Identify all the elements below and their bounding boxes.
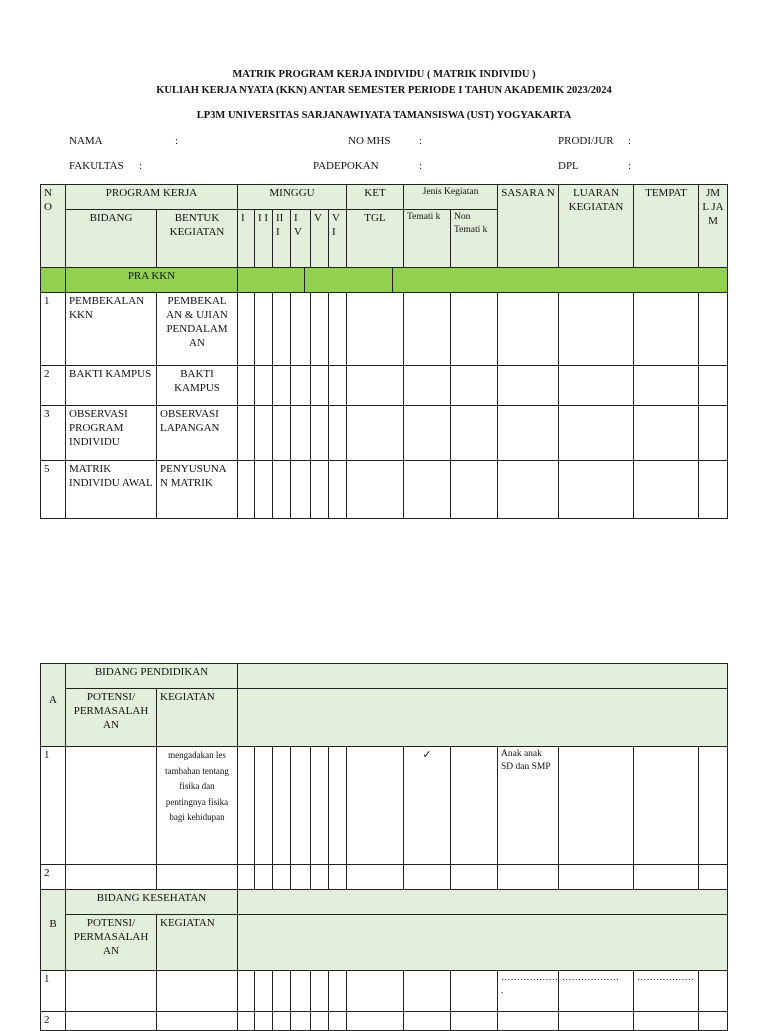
empty-cell (290, 864, 311, 890)
header-week-4: I V (290, 209, 311, 268)
empty-cell (497, 405, 559, 461)
empty-cell (237, 1011, 255, 1031)
section-a-potensi: POTENSI/ PERMASALAH AN (65, 688, 157, 747)
a-row-kegiatan: mengadakan les tambahan tentang fisika dan pentingnya fisika bagi kehidupan (156, 746, 238, 865)
header-tempat: TEMPAT (633, 184, 699, 268)
empty-cell (403, 460, 451, 519)
fakultas-label: FAKULTAS (69, 160, 124, 172)
empty-cell (346, 746, 404, 865)
empty-cell (450, 405, 498, 461)
prakkn-cell (304, 267, 393, 293)
empty-cell (698, 292, 728, 366)
empty-cell (272, 460, 291, 519)
empty-cell (450, 460, 498, 519)
prakkn-no-cell (40, 267, 66, 293)
empty-cell (558, 864, 634, 890)
empty-cell (633, 365, 699, 406)
empty-cell (558, 365, 634, 406)
empty-cell (272, 864, 291, 890)
empty-cell (633, 405, 699, 461)
fakultas-colon: : (139, 160, 143, 172)
empty-cell (237, 970, 255, 1012)
header-week-6: V I (328, 209, 347, 268)
empty-cell (633, 1011, 699, 1031)
row-bidang: PEMBEKALAN KKN (65, 292, 157, 366)
empty-cell (698, 746, 728, 865)
b-row-no: 2 (40, 1011, 66, 1031)
empty-cell (310, 292, 329, 366)
b-row-no: 1 (40, 970, 66, 1012)
empty-cell (633, 292, 699, 366)
empty-cell (237, 405, 255, 461)
nomhs-colon: : (419, 135, 423, 147)
b-row-sasaran: ……………… . (497, 970, 559, 1012)
empty-cell (497, 1011, 559, 1031)
prodi-colon: : (628, 135, 632, 147)
empty-cell (698, 970, 728, 1012)
empty-cell (290, 365, 311, 406)
empty-cell (450, 864, 498, 890)
header-program-kerja: PROGRAM KERJA (65, 184, 238, 210)
row-bidang: OBSERVASI PROGRAM INDIVIDU (65, 405, 157, 461)
empty-cell (272, 1011, 291, 1031)
empty-cell (558, 405, 634, 461)
header-week-1: I (237, 209, 255, 268)
institution-title: LP3M UNIVERSITAS SARJANAWIYATA TAMANSISWA (UST) YOGYAKARTA (196, 110, 572, 121)
header-jml-jam: JM L JA M (698, 184, 728, 268)
empty-cell (310, 746, 329, 865)
empty-cell (328, 864, 347, 890)
empty-cell (290, 970, 311, 1012)
empty-cell (633, 746, 699, 865)
header-week-2: I I (254, 209, 273, 268)
header-week-3: II I (272, 209, 291, 268)
prodi-label: PRODI/JUR (558, 135, 614, 147)
b-row-tempat: ……………… (633, 970, 699, 1012)
empty-cell (254, 1011, 273, 1031)
row-no: 1 (40, 292, 66, 366)
row-bentuk: PEMBEKAL AN & UJIAN PENDALAM AN (156, 292, 238, 366)
a-row-sasaran: Anak anak SD dan SMP (497, 746, 559, 865)
header-sasaran: SASARA N (497, 184, 559, 268)
empty-cell (497, 292, 559, 366)
document-subtitle: KULIAH KERJA NYATA (KKN) ANTAR SEMESTER PERIODE I TAHUN AKADEMIK 2023/2024 (156, 85, 612, 96)
empty-cell (346, 405, 404, 461)
empty-cell (346, 1011, 404, 1031)
header-tgl: TGL (346, 209, 404, 268)
padepokan-colon: : (419, 160, 423, 172)
empty-cell (450, 970, 498, 1012)
empty-cell (450, 746, 498, 865)
empty-cell (237, 864, 255, 890)
header-ket: KET (346, 184, 404, 210)
header-minggu: MINGGU (237, 184, 347, 210)
padepokan-label: PADEPOKAN (313, 160, 379, 172)
empty-cell (254, 746, 273, 865)
nama-label: NAMA (69, 135, 103, 147)
empty-cell (272, 292, 291, 366)
empty-cell (310, 1011, 329, 1031)
empty-cell (328, 365, 347, 406)
empty-cell (272, 970, 291, 1012)
a-row-tematik-check: ✓ (403, 746, 451, 865)
header-bidang: BIDANG (65, 209, 157, 268)
empty-cell (328, 1011, 347, 1031)
row-no: 5 (40, 460, 66, 519)
empty-cell (450, 1011, 498, 1031)
empty-cell (698, 864, 728, 890)
empty-cell (558, 292, 634, 366)
row-no: 2 (40, 365, 66, 406)
nama-colon: : (175, 135, 179, 147)
empty-cell (290, 746, 311, 865)
section-b-kegiatan: KEGIATAN (156, 914, 238, 971)
empty-cell (254, 365, 273, 406)
empty-cell (328, 970, 347, 1012)
prakkn-cell (237, 267, 305, 293)
dpl-colon: : (628, 160, 632, 172)
empty-cell (328, 746, 347, 865)
empty-cell (328, 405, 347, 461)
empty-cell (403, 365, 451, 406)
row-bidang: MATRIK INDIVIDU AWAL (65, 460, 157, 519)
empty-cell (254, 864, 273, 890)
empty-cell (698, 1011, 728, 1031)
empty-cell (328, 292, 347, 366)
section-b-potensi: POTENSI/ PERMASALAH AN (65, 914, 157, 971)
header-week-5: V (310, 209, 329, 268)
empty-cell (65, 864, 157, 890)
empty-cell (310, 405, 329, 461)
row-bidang: BAKTI KAMPUS (65, 365, 157, 406)
prakkn-label: PRA KKN (65, 267, 238, 293)
nomhs-label: NO MHS (348, 135, 391, 147)
empty-cell (633, 864, 699, 890)
empty-cell (237, 746, 255, 865)
empty-cell (272, 365, 291, 406)
document-title: MATRIK PROGRAM KERJA INDIVIDU ( MATRIK INDIVIDU ) (232, 69, 536, 80)
empty-cell (497, 365, 559, 406)
empty-cell (497, 460, 559, 519)
empty-cell (156, 970, 238, 1012)
empty-cell (403, 970, 451, 1012)
empty-cell (633, 460, 699, 519)
empty-cell (237, 365, 255, 406)
header-no: N O (40, 184, 66, 268)
empty-cell (403, 405, 451, 461)
empty-cell (310, 460, 329, 519)
empty-cell (65, 970, 157, 1012)
section-b-fill (237, 914, 728, 971)
empty-cell (290, 292, 311, 366)
section-a-title: BIDANG PENDIDIKAN (65, 663, 238, 689)
section-a-letter: A (40, 663, 66, 747)
a-row-no: 1 (40, 746, 66, 865)
empty-cell (346, 292, 404, 366)
empty-cell (450, 365, 498, 406)
row-bentuk: PENYUSUNA N MATRIK (156, 460, 238, 519)
b-row-luaran: ……………… (558, 970, 634, 1012)
empty-cell (558, 460, 634, 519)
empty-cell (698, 405, 728, 461)
empty-cell (310, 864, 329, 890)
empty-cell (290, 1011, 311, 1031)
empty-cell (346, 970, 404, 1012)
a-row-potensi (65, 746, 157, 865)
row-bentuk: BAKTI KAMPUS (156, 365, 238, 406)
empty-cell (254, 292, 273, 366)
header-luaran: LUARAN KEGIATAN (558, 184, 634, 268)
empty-cell (65, 1011, 157, 1031)
header-tematik: Temati k (403, 209, 451, 268)
empty-cell (156, 864, 238, 890)
empty-cell (698, 460, 728, 519)
row-no: 3 (40, 405, 66, 461)
empty-cell (237, 292, 255, 366)
empty-cell (698, 365, 728, 406)
empty-cell (403, 292, 451, 366)
section-b-letter: B (40, 889, 66, 971)
empty-cell (272, 746, 291, 865)
section-a-title-fill (237, 663, 728, 689)
section-b-title-fill (237, 889, 728, 915)
empty-cell (558, 746, 634, 865)
empty-cell (290, 460, 311, 519)
prakkn-cell (392, 267, 728, 293)
row-bentuk: OBSERVASI LAPANGAN (156, 405, 238, 461)
empty-cell (403, 1011, 451, 1031)
empty-cell (328, 460, 347, 519)
empty-cell (290, 405, 311, 461)
empty-cell (497, 864, 559, 890)
a-row-no: 2 (40, 864, 66, 890)
empty-cell (254, 405, 273, 461)
empty-cell (346, 365, 404, 406)
empty-cell (403, 864, 451, 890)
header-jenis-kegiatan: Jenis Kegiatan (403, 184, 498, 210)
empty-cell (237, 460, 255, 519)
section-a-kegiatan: KEGIATAN (156, 688, 238, 747)
empty-cell (346, 864, 404, 890)
section-b-title: BIDANG KESEHATAN (65, 889, 238, 915)
empty-cell (254, 460, 273, 519)
empty-cell (310, 365, 329, 406)
empty-cell (346, 460, 404, 519)
header-bentuk-kegiatan: BENTUK KEGIATAN (156, 209, 238, 268)
empty-cell (156, 1011, 238, 1031)
header-non-tematik: Non Temati k (450, 209, 498, 268)
section-a-fill (237, 688, 728, 747)
empty-cell (450, 292, 498, 366)
empty-cell (254, 970, 273, 1012)
empty-cell (310, 970, 329, 1012)
dpl-label: DPL (558, 160, 579, 172)
empty-cell (272, 405, 291, 461)
empty-cell (558, 1011, 634, 1031)
